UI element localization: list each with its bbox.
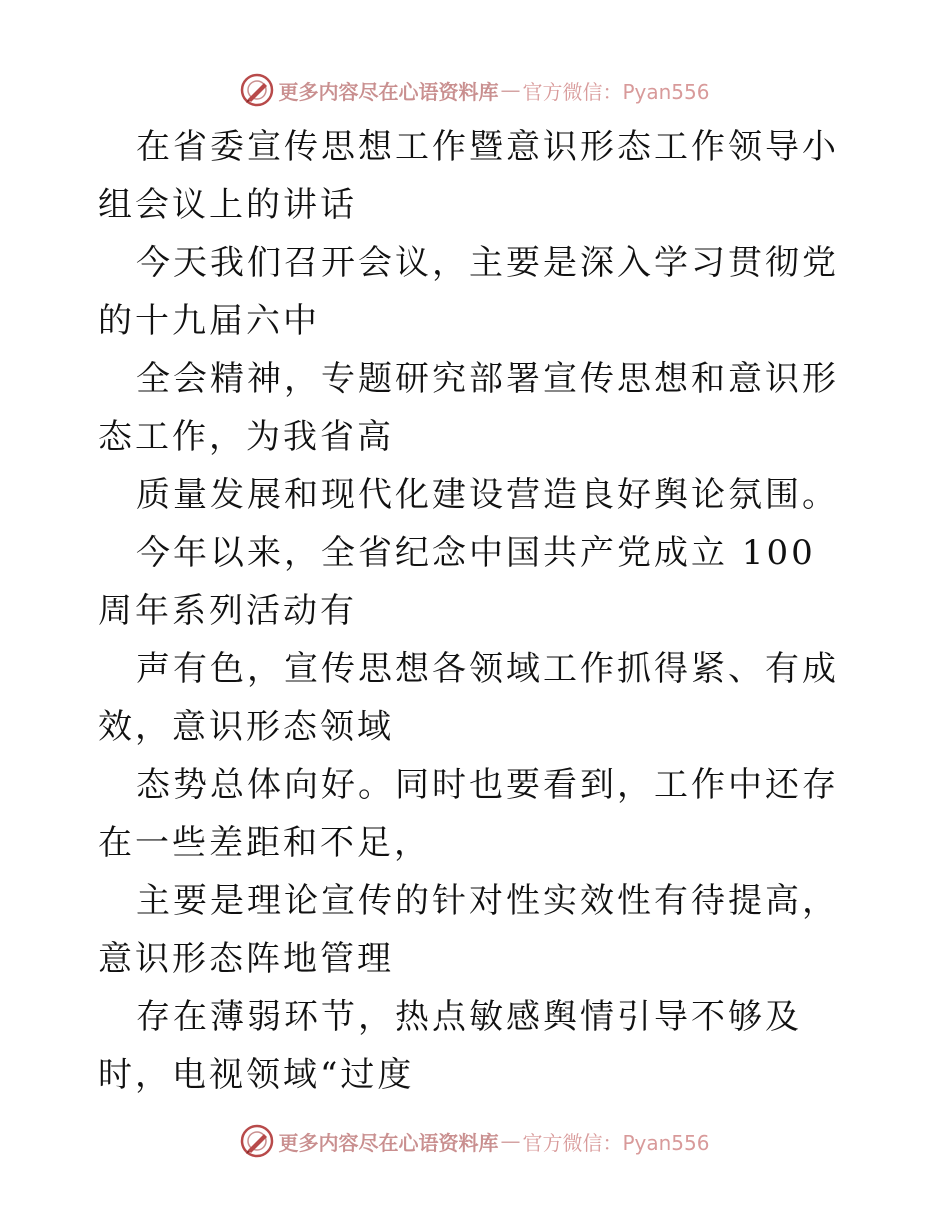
pen-logo-icon: [240, 73, 274, 107]
paragraph: 声有色，宣传思想各领域工作抓得紧、有成效，意识形态领域: [98, 649, 839, 747]
banner-main-text: 更多内容尽在心语资料库: [278, 1130, 499, 1155]
banner-wechat-text: 官方微信：Pyan556: [522, 1130, 710, 1155]
paragraph: 质量发展和现代化建设营造良好舆论氛围。: [136, 475, 839, 515]
paragraph: 态势总体向好。同时也要看到，工作中还存在一些差距和不足，: [98, 765, 839, 863]
paragraph: 主要是理论宣传的针对性实效性有待提高，意识形态阵地管理: [98, 881, 839, 979]
banner-separator: —: [500, 1129, 521, 1153]
paragraph: 全会精神，专题研究部署宣传思想和意识形态工作，为我省高: [98, 359, 839, 457]
footer-banner: [0, 1121, 950, 1161]
paragraph: 存在薄弱环节，热点敏感舆情引导不够及时，电视领域“过度: [98, 997, 802, 1095]
banner-main-text: 更多内容尽在心语资料库: [278, 79, 499, 104]
document-body: [98, 118, 858, 1104]
paragraph: 今天我们召开会议，主要是深入学习贯彻党的十九届六中: [98, 243, 839, 341]
pen-logo-icon: [240, 1124, 274, 1158]
paragraph: 今年以来，全省纪念中国共产党成立 100 周年系列活动有: [98, 533, 816, 631]
header-banner: [0, 70, 950, 110]
banner-separator: —: [500, 78, 521, 102]
paragraph-title: 在省委宣传思想工作暨意识形态工作领导小组会议上的讲话: [98, 127, 839, 225]
banner-wechat-text: 官方微信：Pyan556: [522, 79, 710, 104]
